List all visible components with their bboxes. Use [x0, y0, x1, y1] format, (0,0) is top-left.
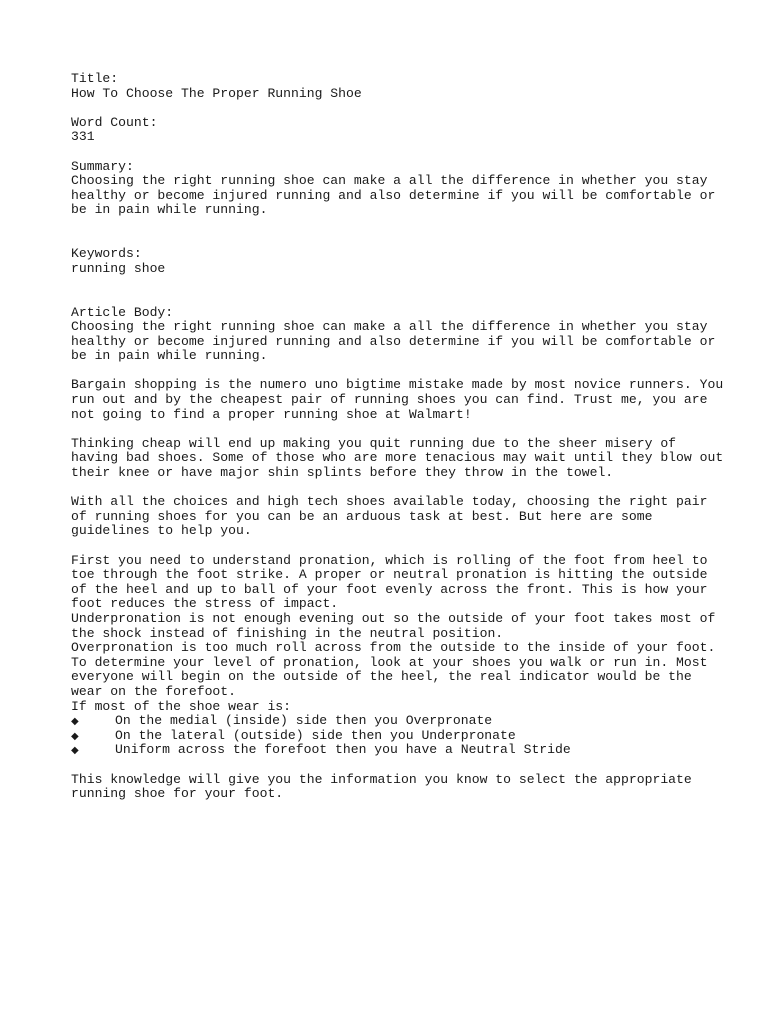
paragraph-line: Choosing the right running shoe can make a all the difference in whether you stay — [71, 319, 708, 335]
paragraph-4 — [71, 495, 728, 539]
word-count-label: Word Count: — [71, 114, 158, 130]
paragraph-line: not going to find a proper running shoe at Walmart! — [71, 406, 472, 422]
paragraph-line: the shock instead of finishing in the neutral position. — [71, 625, 504, 641]
paragraph-line: Underpronation is not enough evening out so the outside of your foot takes most of — [71, 610, 716, 626]
paragraph-3 — [71, 437, 728, 481]
bullet-list — [71, 714, 728, 758]
paragraph-line: If most of the shoe wear is: — [71, 698, 292, 714]
summary-line: be in pain while running. — [71, 202, 268, 218]
paragraph-line: Thinking cheap will end up making you quit running due to the sheer misery of — [71, 435, 677, 451]
paragraph-line: guidelines to help you. — [71, 523, 252, 539]
list-item-text: On the medial (inside) side then you Overpronate — [115, 713, 493, 729]
paragraph-line: of the heel and up to ball of your foot evenly across the front. This is how your — [71, 581, 708, 597]
diamond-bullet-icon: ◆ — [71, 745, 79, 757]
paragraph-line: Bargain shopping is the numero uno bigtime mistake made by most novice runners. You — [71, 377, 724, 393]
paragraph-line: Overpronation is too much roll across from the outside to the inside of your foot. — [71, 640, 716, 656]
paragraph-line: healthy or become injured running and also determine if you will be comfortable or — [71, 333, 716, 349]
summary-text — [71, 174, 728, 218]
diamond-bullet-icon: ◆ — [71, 716, 79, 728]
paragraph-line: wear on the forefoot. — [71, 683, 237, 699]
list-item-text: Uniform across the forefoot then you have a Neutral Stride — [115, 742, 571, 758]
article-body-label: Article Body: — [71, 304, 174, 320]
list-item — [71, 714, 728, 729]
paragraph-line: First you need to understand pronation, which is rolling of the foot from heel to — [71, 552, 708, 568]
paragraph-line: having bad shoes. Some of those who are more tenacious may wait until they blow out — [71, 450, 724, 466]
article-title: How To Choose The Proper Running Shoe — [71, 85, 362, 101]
title-label: Title: — [71, 71, 119, 86]
keywords-label: Keywords: — [71, 246, 142, 262]
list-item — [71, 729, 728, 744]
paragraph-line: foot reduces the stress of impact. — [71, 596, 339, 612]
list-item-text: On the lateral (outside) side then you Underpronate — [115, 727, 516, 743]
paragraph-line: run out and by the cheapest pair of running shoes you can find. Trust me, you are — [71, 392, 708, 408]
summary-line: healthy or become injured running and also determine if you will be comfortable or — [71, 187, 716, 203]
paragraph-line: This knowledge will give you the information you know to select the appropriate — [71, 771, 692, 787]
paragraph-line: their knee or have major shin splints before they throw in the towel. — [71, 465, 614, 481]
word-count-value: 331 — [71, 129, 95, 145]
paragraph-line: be in pain while running. — [71, 348, 268, 364]
paragraph-line: With all the choices and high tech shoes available today, choosing the right pair — [71, 494, 708, 510]
keywords-value: running shoe — [71, 260, 166, 276]
paragraph-5 — [71, 554, 728, 715]
paragraph-line: To determine your level of pronation, look at your shoes you walk or run in. Most — [71, 654, 708, 670]
list-item — [71, 743, 728, 758]
paragraph-line: toe through the foot strike. A proper or neutral pronation is hitting the outside — [71, 567, 708, 583]
paragraph-1 — [71, 320, 728, 364]
paragraph-2 — [71, 378, 728, 422]
summary-label: Summary: — [71, 158, 134, 174]
summary-line: Choosing the right running shoe can make a all the difference in whether you stay — [71, 173, 708, 189]
paragraph-line: of running shoes for you can be an arduous task at best. But here are some — [71, 508, 653, 524]
paragraph-line: running shoe for your foot. — [71, 786, 284, 802]
paragraph-6 — [71, 773, 728, 802]
paragraph-line: everyone will begin on the outside of the heel, the real indicator would be the — [71, 669, 692, 685]
diamond-bullet-icon: ◆ — [71, 730, 79, 742]
